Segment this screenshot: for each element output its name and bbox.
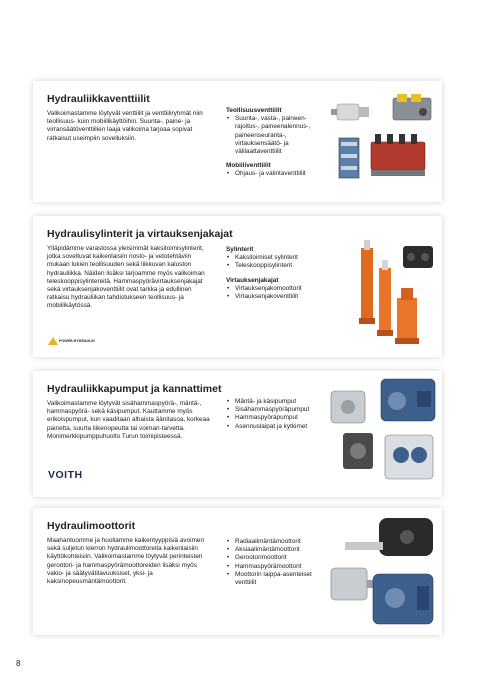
list-item: • Moottorin laippa-asenteiset venttiilit (226, 571, 316, 587)
section-body: Ylläpidämme varastossa yleisimmät kaksitoimisylinterit, jotka soveltuvat kaikenlaisiin nosto- ja vetotehtäviin mukaan lukien teollisuuden sekä liikkuvan kaluston hydrauliikka. Näiden lisäksi tarjoamme myös valikoiman teleskooppisylintereitä. Hammaspyörävirtauksenjakajat sekä virtauksenjakoventtiilit ovat tarkka ja edullinen ratkaisu hydrauliikan tahdistukseen teollisuus- ja mobiilikäytössä. (47, 245, 205, 310)
section-title: Hydraulimoottorit (47, 520, 136, 532)
section-title: Hydrauliikkapumput ja kannattimet (47, 383, 222, 395)
list-item: • Radiaalimäntämoottorit (226, 538, 316, 546)
list-item: • Gerootorimoottorit (226, 554, 316, 562)
group-heading: Virtauksenjakajat (226, 276, 279, 284)
motor-blue-piston (373, 574, 433, 624)
group-heading: Teollisuusventtiilit (226, 107, 282, 114)
list-item: • Virtauksenjakomoottorit (226, 285, 321, 293)
cylinder-medium (377, 260, 393, 336)
pump-silver (331, 391, 365, 423)
pump-bracket (343, 433, 373, 469)
section-list (226, 246, 321, 301)
flow-divider (403, 246, 433, 268)
list-item: • Kaksitoimiset sylinterit (226, 254, 321, 262)
cylinder-telescopic (395, 288, 419, 344)
section-motors (33, 508, 442, 635)
motor-silver-small (331, 568, 377, 600)
section-body: Valikoimastamme löytyvät sisähammaspyörä-, mäntä-, hammaspyörä- sekä käsipumput. Kauttamme myös erikoispumput, kun vaaditaan alhaista äänitasoa, korkeaa painetta, suurta liikenopeutta tai voiman-tarvetta. Monimerkkipumppuhuolto Turun toimipisteessä. (47, 400, 210, 440)
list-item: • Ohjaus- ja valintaventtiilit (226, 170, 326, 178)
section-valves (33, 81, 442, 202)
section-body: Maahantuomme ja huollamme kaikentyyppisiä avoimen sekä suljetun kierron hydraulimoottoreita kaikenlaisiin käyttökohteisiin. Valikoimastamme löytyvät perinteisten gerootori- ja hammaspyörämoottoreiden lisäksi myös vakio- ja säätyvätilavuuksiset, yksi- ja kaksinopeusmäntämoottorit. (47, 537, 205, 586)
list-item: • Mäntä- ja käsipumput (226, 398, 326, 406)
valve-yellow-block (393, 94, 431, 120)
list-item: • Virtauksenjakoventtiilit (226, 293, 321, 301)
section-list (226, 107, 326, 179)
list-item: • Suunta-, vasta-, paineen-rajoitus-, paineenalennus-, paineenseuranta-, virtauksensäätö- ja välilaattaventtiilit (226, 115, 326, 156)
pump-gear-pair (385, 435, 433, 479)
list-item: • Hammaspyörämoottorit (226, 563, 316, 571)
pumps-product-image (329, 377, 439, 491)
valve-cartridge (331, 104, 369, 120)
list-item: • Sisähammaspyöräpumput (226, 406, 326, 414)
section-list (226, 538, 316, 587)
pump-blue-large (381, 379, 435, 421)
section-cylinders (33, 216, 442, 357)
power-hydraulik-mark-icon (48, 337, 58, 345)
valve-mobile-block (371, 134, 425, 176)
cylinders-product-image (351, 240, 437, 348)
list-item: • Asennuslaipat ja kytkimet (226, 423, 326, 431)
section-list (226, 398, 326, 431)
section-title: Hydraulisylinterit ja virtauksenjakajat (47, 228, 233, 240)
list-item: • Aksiaalimäntämoottorit (226, 546, 316, 554)
page-number: 8 (16, 659, 21, 668)
valves-product-image (331, 94, 435, 192)
motors-product-image (325, 512, 439, 630)
section-title: Hydrauliikkaventtiilit (47, 93, 150, 105)
group-heading: Mobiiliventtiilit (226, 162, 271, 170)
power-hydraulik-logo (48, 337, 95, 345)
section-pumps (33, 371, 442, 497)
voith-logo: VOITH (48, 469, 83, 481)
motor-black-orbital (345, 518, 433, 556)
group-heading: Sylinterit (226, 246, 254, 253)
cylinder-tall (359, 240, 375, 324)
section-body: Valikoimastamme löytyvät venttiilit ja venttiiliryhmät niin teollisuus- kuin mobiilikäyttöihin. Suunta-, paine- ja virransäätöventtiilien laaja valikoima tarjoaa sopivat ratkaisut useimpiin sovelluksiin. (47, 110, 203, 142)
list-item: • Hammaspyöräpumput (226, 414, 326, 422)
list-item: • Teleskooppisylinterit (226, 262, 321, 270)
valve-stack-blue (339, 138, 359, 178)
logo-text: POWER-HYDRAULIK (59, 338, 95, 343)
